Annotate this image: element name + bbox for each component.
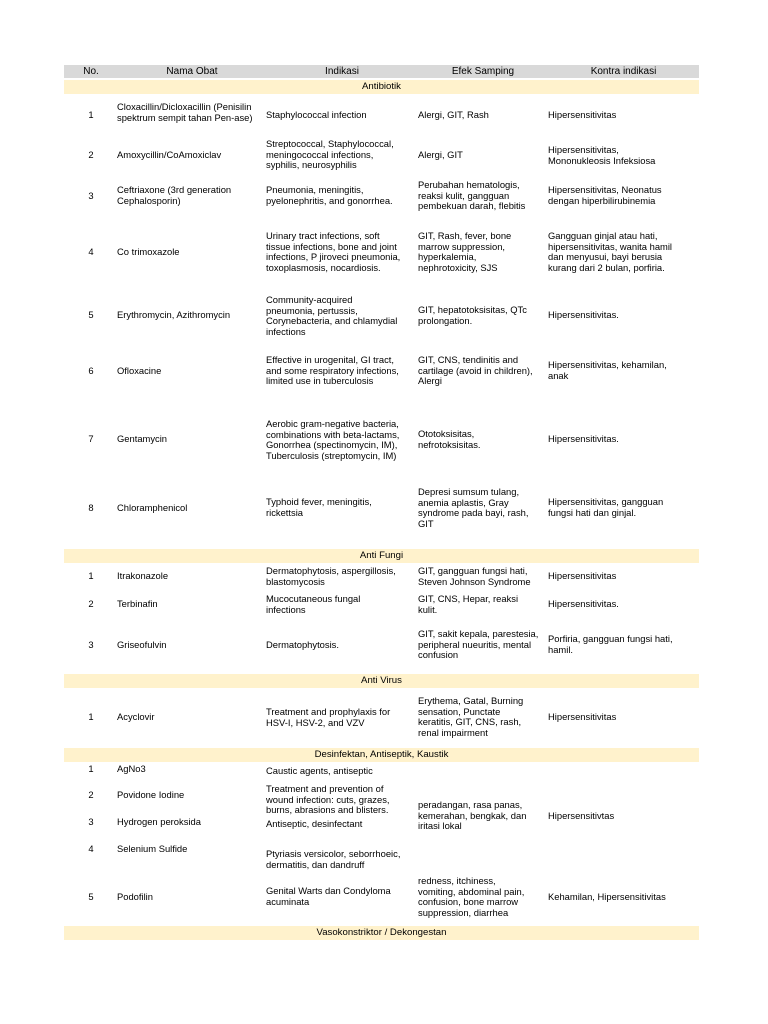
indication: Pneumonia, meningitis, pyelonephritis, and gonorrhea. [266, 184, 393, 206]
side-effect: GIT, CNS, tendinitis and cartilage (avoid in children), Alergi [418, 354, 533, 386]
indication: Staphylococcal infection [266, 109, 367, 120]
row-number: 8 [88, 502, 94, 513]
contraindication: Porfiria, gangguan fungsi hati, hamil. [548, 633, 673, 655]
contraindication: Gangguan ginjal atau hati, hipersensitivitas, wanita hamil dan menyusui, bayi berusia kurang dari 2 bulan, porfiria. [548, 230, 673, 273]
side-effect: Alergi, GIT, Rash [418, 109, 489, 120]
section-anti-virus [64, 674, 699, 688]
side-effect: GIT, Rash, fever, bone marrow suppression, hyperkalemia, nephrotoxicity, SJS [418, 230, 512, 273]
side-effect: GIT, gangguan fungsi hati, Steven Johnson Syndrome [418, 565, 531, 587]
drug-name: Itrakonazole [117, 570, 169, 581]
section-title: Anti Virus [361, 675, 402, 686]
section-anti-fungi [64, 549, 699, 563]
indication: Mucocutaneous fungal infections [266, 593, 361, 615]
row-number: 2 [88, 789, 94, 800]
row-number: 1 [88, 570, 94, 581]
drug-name: AgNo3 [117, 763, 146, 774]
section-title: Vasokonstriktor / Dekongestan [316, 927, 447, 938]
indication: Genital Warts dan Condyloma acuminata [266, 885, 391, 907]
side-effect: Perubahan hematologis, reaksi kulit, gangguan pembekuan darah, flebitis [418, 179, 526, 211]
indication: Ptyriasis versicolor, seborrhoeic, dermatitis, dan dandruff [266, 848, 401, 870]
drug-name: Co trimoxazole [117, 246, 180, 257]
row-number: 2 [88, 598, 94, 609]
drug-name: Selenium Sulfide [117, 843, 188, 854]
table-header [64, 65, 699, 78]
drug-name: Erythromycin, Azithromycin [117, 309, 231, 320]
row-number: 1 [88, 711, 94, 722]
indication: Typhoid fever, meningitis, rickettsia [266, 496, 372, 518]
indication: Antiseptic, desinfectant [266, 818, 363, 829]
indication: Treatment and prophylaxis for HSV-I, HSV-2, and VZV [266, 706, 391, 728]
indication: Streptococcal, Staphylococcal, meningococcal infections, syphilis, neurosyphilis [266, 138, 394, 170]
drug-name: Cloxacillin/Dicloxacillin (Penisilin spektrum sempit tahan Pen-ase) [117, 101, 253, 123]
row-number: 4 [88, 246, 94, 257]
row-number: 3 [88, 639, 94, 650]
contraindication: Hipersensitivitas [548, 109, 617, 120]
indication: Community-acquired pneumonia, pertussis, Corynebacteria, and chlamydial infections [266, 294, 398, 337]
row-number: 7 [88, 433, 94, 444]
row-number: 1 [88, 763, 94, 774]
contraindication: Hipersensitivitas [548, 570, 617, 581]
side-effect: GIT, sakit kepala, parestesia, peripheral nueuritis, mental confusion [418, 628, 539, 660]
contraindication: Hipersensitivitas. [548, 309, 619, 320]
row-number: 6 [88, 365, 94, 376]
contraindication: Hipersensitivtas [548, 810, 615, 821]
indication: Treatment and prevention of wound infection: cuts, grazes, burns, abrasions and blisters. [266, 783, 390, 815]
indication: Effective in urogenital, GI tract, and some respiratory infections, limited use in tuberculosis [266, 354, 399, 386]
row-number: 1 [88, 109, 94, 120]
col-header-indikasi: Indikasi [325, 66, 359, 77]
drug-name: Ofloxacine [117, 365, 162, 376]
drug-name: Chloramphenicol [117, 502, 188, 513]
col-header-efek-samping: Efek Samping [451, 66, 515, 77]
col-header-nama-obat: Nama Obat [166, 66, 218, 77]
drug-name: Griseofulvin [117, 639, 167, 650]
row-number: 2 [88, 149, 94, 160]
contraindication: Hipersensitivitas [548, 711, 617, 722]
section-desinfektan [64, 748, 699, 762]
row-number: 5 [88, 891, 94, 902]
side-effect: redness, itchiness, vomiting, abdominal pain, confusion, bone marrow suppression, diarrhea [418, 875, 525, 918]
contraindication: Hipersensitivitas. [548, 598, 619, 609]
side-effect: Depresi sumsum tulang, anemia aplastis, Gray syndrome pada bayi, rash, GIT [418, 486, 529, 529]
col-header-kontra-indikasi: Kontra indikasi [590, 66, 657, 77]
indication: Caustic agents, antiseptic [266, 765, 373, 776]
section-title: Antibiotik [362, 81, 401, 92]
side-effect: Erythema, Gatal, Burning sensation, Punctate keratitis, GIT, CNS, rash, renal impairment [418, 695, 524, 738]
drug-name: Gentamycin [117, 433, 168, 444]
section-title: Anti Fungi [359, 550, 404, 561]
drug-name: Amoxycillin/CoAmoxiclav [117, 149, 222, 160]
section-vasokonstriktor [64, 926, 699, 940]
indication: Aerobic gram-negative bacteria, combinations with beta-lactams, Gonorrhea (spectinomycin, IM), Tuberculosis (streptomycin, IM) [266, 418, 400, 461]
col-header-no: No. [83, 66, 99, 77]
contraindication: Kehamilan, Hipersensitivitas [548, 891, 666, 902]
side-effect: Alergi, GIT [418, 149, 463, 160]
row-number: 3 [88, 190, 94, 201]
side-effect: GIT, hepatotoksisitas, QTc prolongation. [418, 304, 527, 326]
contraindication: Hipersensitivitas, gangguan fungsi hati dan ginjal. [548, 496, 664, 518]
drug-name: Acyclovir [117, 711, 155, 722]
indication: Dermatophytosis, aspergillosis, blastomycosis [266, 565, 396, 587]
section-antibiotik [64, 80, 699, 94]
contraindication: Hipersensitivitas, kehamilan, anak [548, 359, 667, 381]
indication: Dermatophytosis. [266, 639, 339, 650]
row-number: 5 [88, 309, 94, 320]
side-effect: peradangan, rasa panas, kemerahan, bengkak, dan iritasi lokal [418, 799, 527, 831]
row-number: 3 [88, 816, 94, 827]
contraindication: Hipersensitivitas, Neonatus dengan hiperbilirubinemia [548, 184, 662, 206]
row-number: 4 [88, 843, 94, 854]
indication: Urinary tract infections, soft tissue infections, bone and joint infections, P jiroveci pneumonia, toxoplasmosis, nocardiosis. [266, 230, 401, 273]
drug-name: Terbinafin [117, 598, 158, 609]
drug-name: Povidone Iodine [117, 789, 185, 800]
contraindication: Hipersensitivitas, Mononukleosis Infeksiosa [548, 144, 656, 166]
side-effect: Ototoksisitas, nefrotoksisitas. [418, 428, 481, 450]
drug-name: Podofilin [117, 891, 153, 902]
drug-name: Ceftriaxone (3rd generation Cephalosporin) [117, 184, 232, 206]
section-title: Desinfektan, Antiseptik, Kaustik [314, 749, 449, 760]
contraindication: Hipersensitivitas. [548, 433, 619, 444]
side-effect: GIT, CNS, Hepar, reaksi kulit. [418, 593, 519, 615]
drug-name: Hydrogen peroksida [117, 816, 201, 827]
